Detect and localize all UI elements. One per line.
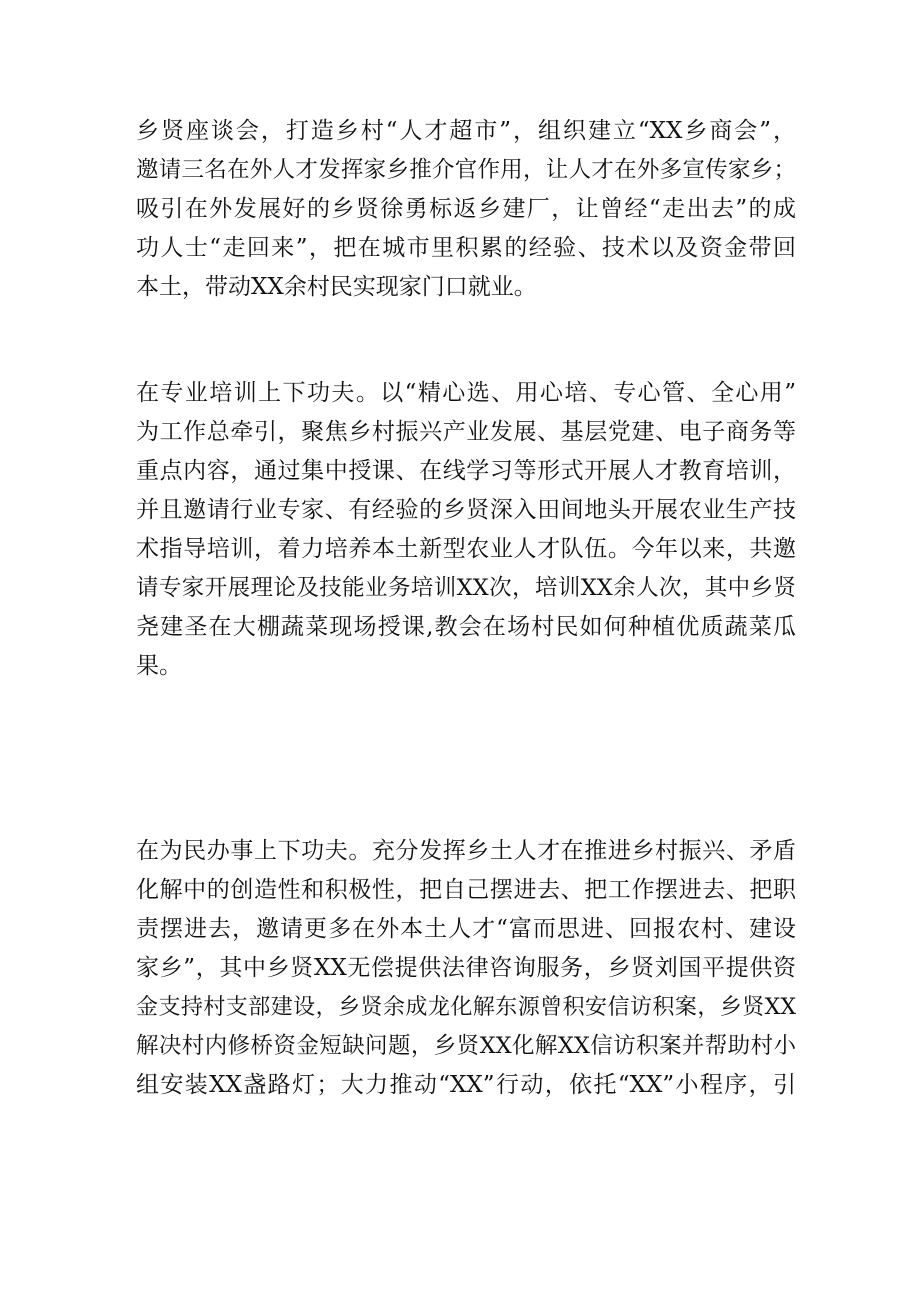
text-line: 果。 (136, 653, 182, 679)
text-line: 金支持村支部建设，乡贤余成龙化解东源曾积安信访积案，乡贤XX (136, 995, 796, 1020)
text-line: 责摆进去，邀请更多在外本土人才“富而思进、回报农村、建设 (136, 916, 796, 942)
text-line: 家乡”，其中乡贤XX无偿提供法律咨询服务，乡贤刘国平提供资 (136, 955, 796, 981)
text-line: 吸引在外发展好的乡贤徐勇标返乡建厂，让曾经“走出去”的成 (136, 196, 796, 222)
text-line: 功人士“走回来”，把在城市里积累的经验、技术以及资金带回 (136, 235, 796, 261)
text-line: 在为民办事上下功夫。充分发挥乡土人才在推进乡村振兴、矛盾 (136, 838, 796, 864)
paragraph-serving-people (136, 832, 796, 1105)
text-line: 解决村内修桥资金短缺问题，乡贤XX化解XX信访积案并帮助村小 (136, 1033, 796, 1059)
text-line: 邀请三名在外人才发挥家乡推介官作用，让人才在外多宣传家乡； (136, 157, 796, 183)
text-line: 化解中的创造性和积极性，把自己摆进去、把工作摆进去、把职 (136, 877, 796, 903)
text-line: 本土，带动XX余村民实现家门口就业。 (136, 274, 537, 300)
text-line: 在专业培训上下功夫。以“精心选、用心培、专心管、全心用” (136, 380, 796, 406)
text-line: 尧建圣在大棚蔬菜现场授课,教会在场村民如何种植优质蔬菜瓜 (136, 614, 796, 640)
text-line: 组安装XX盏路灯；大力推动“XX”行动，依托“XX”小程序，引 (136, 1072, 796, 1098)
text-line: 乡贤座谈会，打造乡村“人才超市”，组织建立“XX乡商会”， (136, 118, 796, 144)
text-line: 请专家开展理论及技能业务培训XX次，培训XX余人次，其中乡贤 (136, 575, 796, 601)
text-line: 重点内容，通过集中授课、在线学习等形式开展人才教育培训， (136, 458, 796, 484)
paragraph-professional-training (136, 374, 796, 686)
text-line: 并且邀请行业专家、有经验的乡贤深入田间地头开展农业生产技 (136, 497, 796, 523)
text-line: 术指导培训，着力培养本土新型农业人才队伍。今年以来，共邀 (136, 536, 796, 562)
text-line: 为工作总牵引，聚焦乡村振兴产业发展、基层党建、电子商务等 (136, 419, 796, 445)
paragraph-rural-talent-return (136, 112, 796, 307)
